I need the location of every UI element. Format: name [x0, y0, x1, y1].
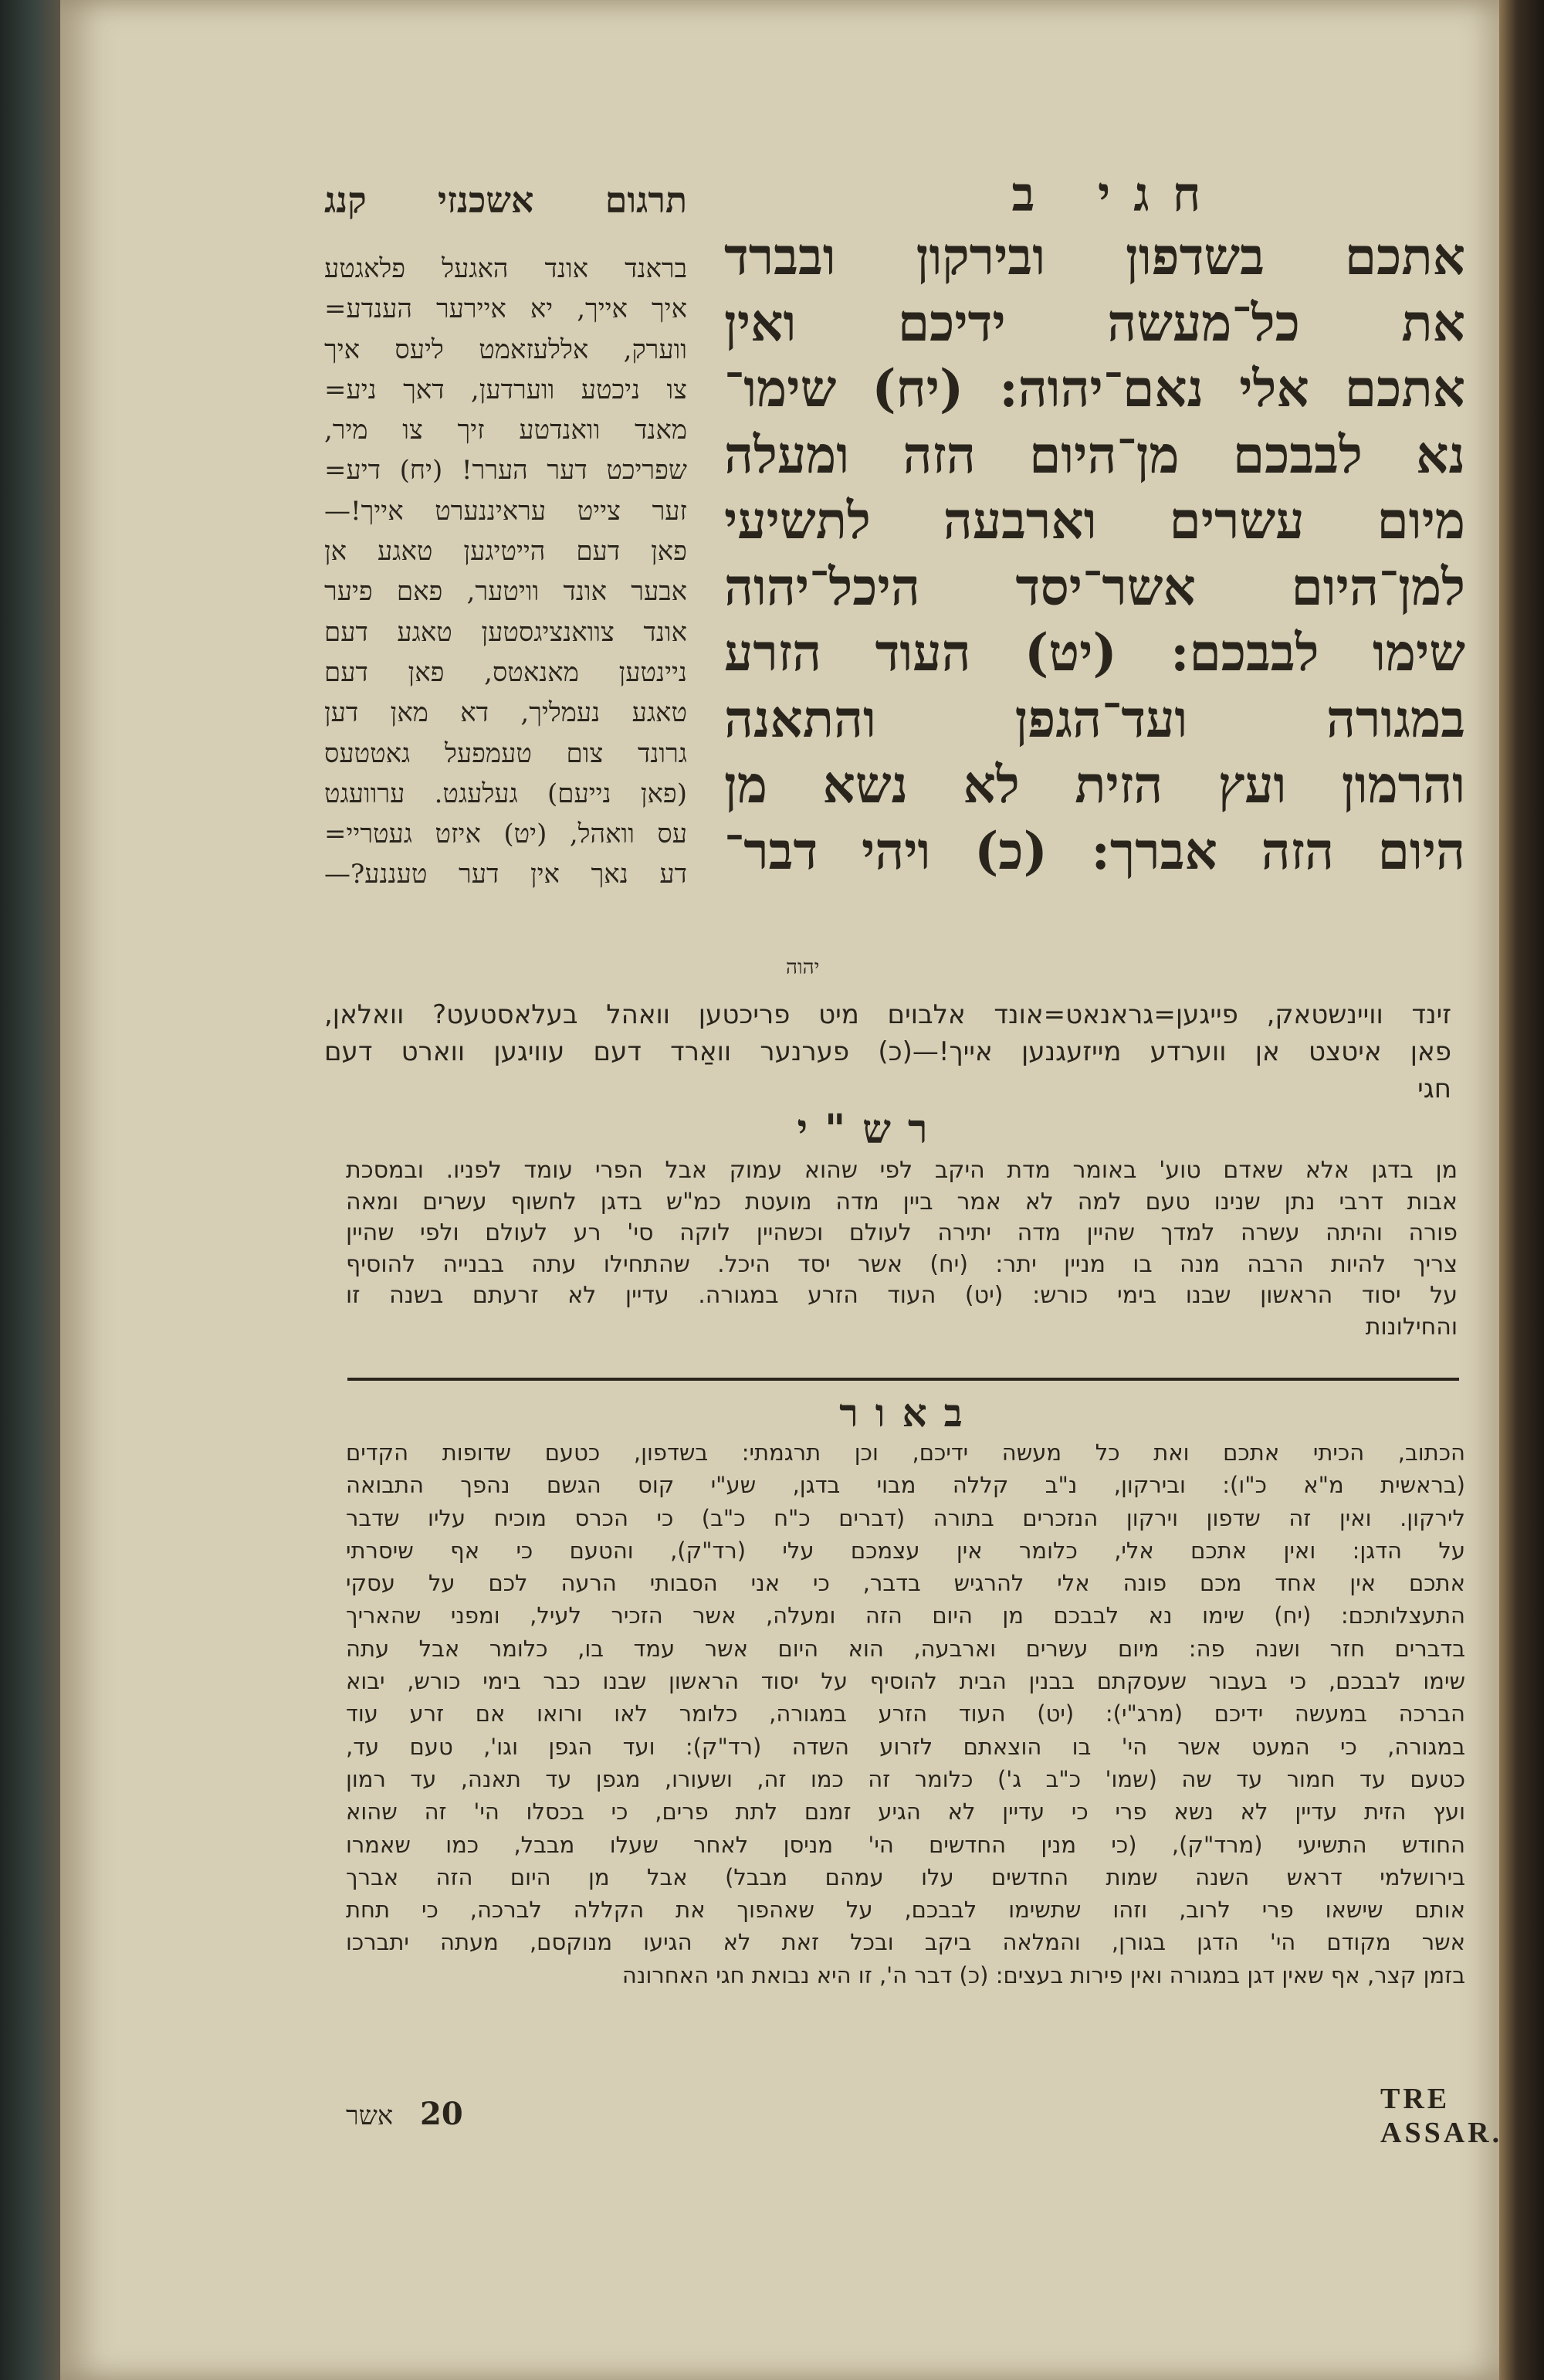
biur-heading: באור [839, 1390, 980, 1436]
verse-line: למן־היום אשר־יסד היכל־יהוה [724, 556, 1465, 617]
translation-column [324, 249, 687, 895]
translation-line: חגי [1417, 1073, 1451, 1104]
verse-line: במגורה ועד־הגפן והתאנה [724, 688, 1465, 749]
biur-line: כטעם עד חמור עד שה (שמו' כ"ב ג') כלומר זה כמו זה, ושעורו, מגפן עד תאנה, עד רמון [346, 1765, 1465, 1792]
verse-line: אתכם אלי נאם־יהוה: (יח) שימו־ [724, 358, 1465, 419]
translation-line: פאן איטצט אן ווערדע מייזעגנען אייך!—(כ) פערנער וואַרד דעם עוויגען ווארט דעם [324, 1036, 1451, 1067]
rashi-line: צריך להיות הרבה מנה בו מניין יתר: (יח) אשר יסד היכל. שהתחילו עתה בבנייה להוסיף [346, 1250, 1458, 1278]
section-divider [347, 1378, 1459, 1381]
verse-line: והרמון ועץ הזית לא נשא מן [724, 754, 1465, 815]
translation-line: מאנד וואנדטע זיך צו מיר, [324, 415, 687, 446]
chapter-heading: חגי ב [1011, 166, 1224, 222]
rashi-line: על יסוד הראשון שבנו בימי כורש: (יט) העוד הזרע במגורה. עדיין לא זרעתם בשנה זו [346, 1282, 1458, 1309]
rashi-line: פורה והיתה עשרה למדך שהיין מדה יתירה לעולם וכשהיין לוקה סי' רע לעולם ולפי שהיין [346, 1219, 1458, 1246]
translation-line: דע נאך אין דער טעננע?— [324, 859, 687, 890]
rashi-line: והחילונות [1365, 1313, 1458, 1341]
book-right-edge [1499, 0, 1544, 2380]
translation-line: (פאן נייעם) געלעגט. ערוועגט [324, 778, 687, 809]
translation-line: אונד צוואנציגסטען טאגע דעם [324, 616, 687, 648]
biur-line: ועץ הזית עדיין לא נשא פרי כי עדיין לא הגיע זמנם לתת פרים, כי בכסלו הי' זה שהוא [346, 1799, 1465, 1826]
translation-line: איך אייך, יא איירער הענדע= [324, 293, 687, 325]
verse-line: מיום עשרים וארבעה לתשיעי [724, 490, 1465, 551]
verse-line: את כל־מעשה ידיכם ואין [724, 292, 1465, 353]
translation-line: זינד וויינשטאק, פייגען=גראנאט=אונד אלבוים מיט פריכטען וואהל בעלאסטעט? וואלאן, [324, 999, 1451, 1030]
verse-line: שימו לבבכם: (יט) העוד הזרע [724, 622, 1465, 683]
biur-line: בדברים חזר ושנה פה: מיום עשרים וארבעה, הוא היום אשר עמד בו, כלומר אבל עתה [346, 1635, 1465, 1662]
rashi-line: אבות דרבי נתן שנינו טעם למה לא אמר ביין מדה מועטת כמ"ש בדגן לחשוף עשרים ומאה [346, 1188, 1458, 1215]
biur-line: הכתוב, הכיתי אתכם ואת כל מעשה ידיכם, וכן תרגמתי: בשדפון, כטעם שדופות הקדים [346, 1439, 1465, 1466]
rashi-heading: רש"י [797, 1106, 945, 1153]
translation-line: טאגע נעמליך, דא מאן דען [324, 697, 687, 729]
translation-line: צו ניכטע ווערדען, דאך ניע= [324, 374, 687, 405]
biur-line: (בראשית מ"א כ"ו): ובירקון, נ"ב קללה מבוי בדגן, שע"י קוס הגשם נהפך התבואה [346, 1472, 1465, 1499]
biur-line: בזמן קצר, אף שאין דגן במגורה ואין פירות בעצים: (כ) דבר ה', זו היא נבואת חגי האחרונה [621, 1961, 1465, 1988]
biur-line: אותם שישאו פרי לרוב, וזהו שתשימו לבבכם, על שאהפוך את הקללה לברכה, כי תחת [346, 1897, 1465, 1924]
page-number: 20 [420, 2096, 463, 2132]
biur-line: במגורה, כי המעט אשר הי' בו הוצאתם לזרוע השדה (רד"ק): ועד הגפן וגו', טעם עד, [346, 1733, 1465, 1760]
translation-line: ווערק, אללעזאמט ליעס איך [324, 334, 687, 365]
signature-mark: TRE ASSAR. [1380, 2083, 1503, 2149]
translation-continuation [324, 996, 1451, 1107]
verse-catchword: יהוה [786, 956, 820, 979]
translation-line: עס וואהל, (יט) איזט געטריי= [324, 819, 687, 850]
translation-title: תרגום אשכנזי קנג [324, 179, 687, 221]
biur-line: בירושלמי דראש השנה שמות החדשים עלו עמהם מבבל) אבל מן היום הזה אברך [346, 1863, 1465, 1890]
rashi-line: מן בדגן אלא שאדם טוע' באומר מדת היקב לפי שהוא עמוק אבל הפרי עומד לפניו. ובמסכת [346, 1157, 1458, 1184]
biur-line: אשר מקודם הי' הדגן בגורן, והמלאה ביקב ובכל זאת לא הגיעו מנוקסם, מעתה יתברכו [346, 1929, 1465, 1956]
biur-line: התעצלותכם: (יח) שימו נא לבבכם מן היום הזה ומעלה, אשר הזכיר לעיל, ומפני שהאריך [346, 1602, 1465, 1629]
biur-line: שימו לבבכם, כי בעבור שעסקתם בבנין הבית להוסיף על יסוד הראשון שבנו כבר בימי כורש, יבוא [346, 1668, 1465, 1695]
book-page [60, 0, 1503, 2380]
translation-line: ניינטען מאנאטס, פאן דעם [324, 656, 687, 688]
biur-line: אתכם אין אחד מכם פונה אלי להרגיש בדבר, כי אני הסבותי הרעה לכם על עסקי [346, 1570, 1465, 1597]
book-cover-edge [0, 0, 60, 2380]
translation-line: שפריכט דער הערר! (יח) דיע= [324, 455, 687, 487]
verse-line: נא לבבכם מן־היום הזה ומעלה [724, 424, 1465, 485]
biur-line: על הדגן: ואין אתכם אלי, כלומר אין עצמכם עלי (רד"ק), והטעם כי אף שיסרתי [346, 1537, 1465, 1564]
translation-line: אבער אונד וויטער, פאם פיער [324, 576, 687, 608]
translation-line: בראנד אונד האגעל פלאגטע [324, 253, 687, 284]
biur-commentary [346, 1436, 1465, 1992]
biur-line: לירקון. ואין זה שדפון וירקון הנזכרים בתורה (דברים כ"ח כ"ב) כי הכרס מוכיח עליו שדבר [346, 1504, 1465, 1531]
biur-line: הברכה במעשה ידיכם (מרג"י): (יט) העוד הזרע במגורה, כלומר לאו ורואו אם זרע עוד [346, 1700, 1465, 1727]
footer-catchword: אשר [346, 2100, 394, 2131]
verse-line: אתכם בשדפון ובירקון ובברד [724, 226, 1465, 286]
scripture-text [724, 224, 1465, 884]
translation-line: פאן דעם הייטיגען טאגע אן [324, 536, 687, 568]
translation-line: גרונד צום טעמפעל גאטטעס [324, 737, 687, 769]
rashi-commentary [346, 1155, 1458, 1343]
verse-line: היום הזה אברך: (כ) ויהי דבר־ [724, 820, 1465, 881]
biur-line: החודש התשיעי (מרד"ק), (כי מנין החדשים הי' מניסן לאחר שעלו מבבל, כמו שאמרו [346, 1831, 1465, 1858]
translation-line: זער צייט עראיננערט אייך!— [324, 495, 687, 527]
